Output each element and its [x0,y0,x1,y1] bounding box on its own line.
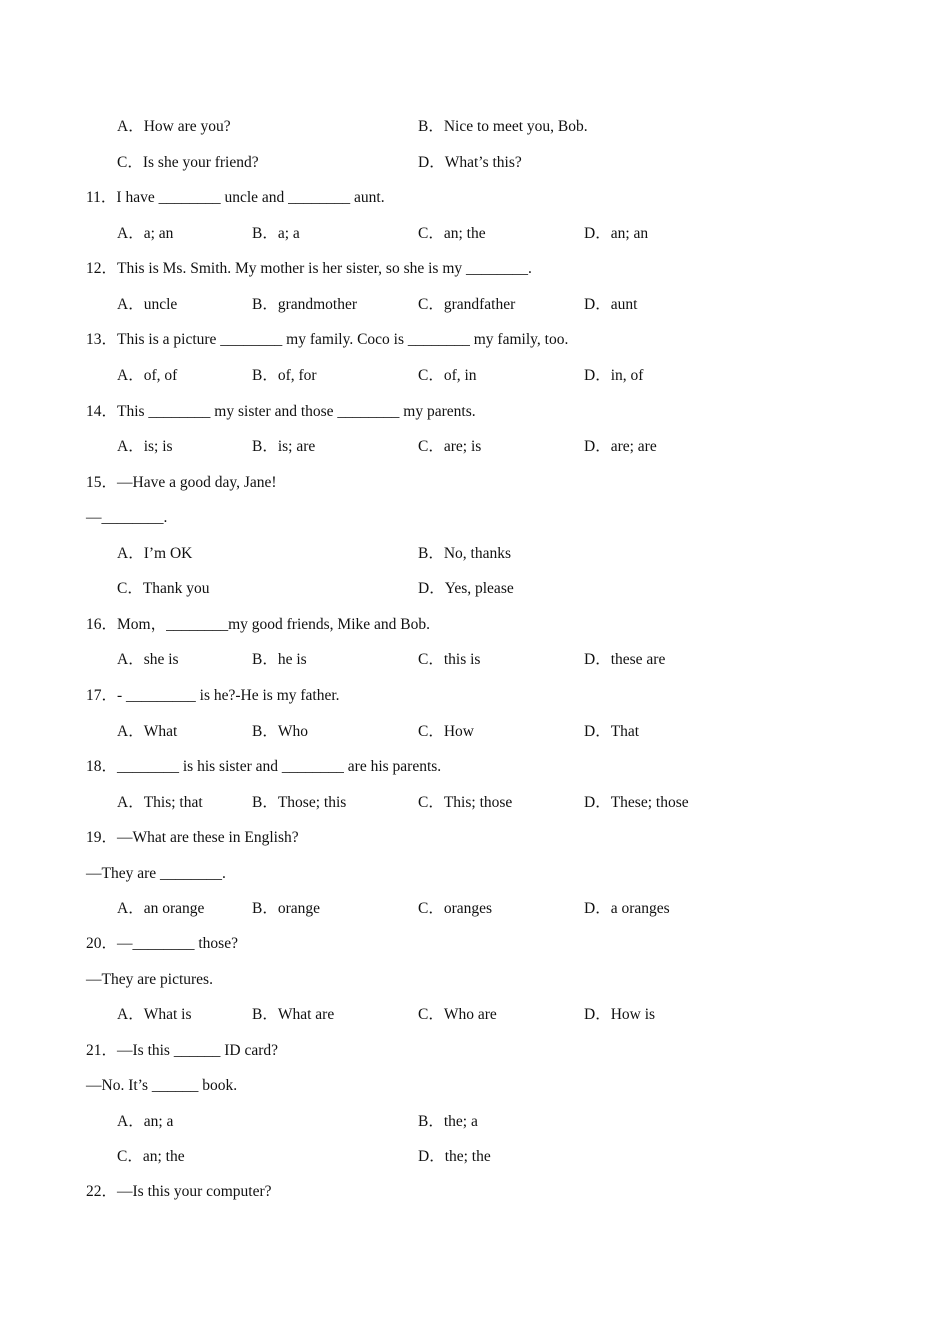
q11-option-b[interactable]: B．a; a [252,225,300,242]
q11-option-a[interactable]: A．a; an [117,225,174,242]
q19-option-d[interactable]: D．a oranges [584,900,670,917]
q16-option-d[interactable]: D．these are [584,651,666,668]
q10-option-d[interactable]: D．What’s this? [418,154,522,171]
q17-option-b[interactable]: B．Who [252,723,308,740]
q13-option-b[interactable]: B．of, for [252,367,317,384]
q20-option-b[interactable]: B．What are [252,1006,335,1023]
q12-stem: 12．This is Ms. Smith. My mother is her sister, so she is my ________. [86,260,532,277]
q16-options [117,650,877,670]
q13-option-d[interactable]: D．in, of [584,367,644,384]
q12-option-d[interactable]: D．aunt [584,296,638,313]
q21-options-row1 [117,1112,877,1132]
q10-options-row2 [117,153,877,173]
q19-options [117,899,877,919]
q14-option-c[interactable]: C．are; is [418,438,482,455]
q17-option-c[interactable]: C．How [418,723,474,740]
q10-options-row1 [117,117,877,137]
q13-stem: 13．This is a picture ________ my family. Coco is ________ my family, too. [86,331,569,348]
q18-option-c[interactable]: C．This; those [418,794,513,811]
q20-option-d[interactable]: D．How is [584,1006,656,1023]
q18-options [117,793,877,813]
q13-option-a[interactable]: A．of, of [117,367,178,384]
q20-stem: 20．—________ those? [86,935,238,952]
q13-option-c[interactable]: C．of, in [418,367,477,384]
q10-option-c[interactable]: C．Is she your friend? [117,154,259,171]
q17-option-a[interactable]: A．What [117,723,178,740]
q17-options [117,722,877,742]
q12-option-c[interactable]: C．grandfather [418,296,516,313]
q19-option-c[interactable]: C．oranges [418,900,493,917]
q20-option-a[interactable]: A．What is [117,1006,192,1023]
q22-stem: 22．—Is this your computer? [86,1183,272,1200]
q16-option-c[interactable]: C．this is [418,651,481,668]
q19-reply: —They are ________. [86,865,226,882]
q12-option-a[interactable]: A．uncle [117,296,178,313]
q18-option-d[interactable]: D．These; those [584,794,689,811]
q18-option-a[interactable]: A．This; that [117,794,203,811]
q10-option-a[interactable]: A．How are you? [117,118,231,135]
q13-options [117,366,877,386]
q15-options-row1 [117,544,877,564]
q19-option-a[interactable]: A．an orange [117,900,205,917]
q15-stem: 15．—Have a good day, Jane! [86,474,277,491]
q14-option-a[interactable]: A．is; is [117,438,173,455]
q17-option-d[interactable]: D．That [584,723,640,740]
q10-option-b[interactable]: B．Nice to meet you, Bob. [418,118,588,135]
q15-options-row2 [117,579,877,599]
q14-options [117,437,877,457]
q15-option-b[interactable]: B．No, thanks [418,545,512,562]
q16-option-b[interactable]: B．he is [252,651,307,668]
q15-option-d[interactable]: D．Yes, please [418,580,514,597]
q21-option-b[interactable]: B．the; a [418,1113,478,1130]
q11-stem: 11．I have ________ uncle and ________ aunt. [86,189,385,206]
q18-stem: 18．________ is his sister and ________ are his parents. [86,758,442,775]
q11-option-d[interactable]: D．an; an [584,225,649,242]
q12-options [117,295,877,315]
q21-option-c[interactable]: C．an; the [117,1148,185,1165]
q14-option-b[interactable]: B．is; are [252,438,316,455]
q11-options [117,224,877,244]
q21-options-row2 [117,1147,877,1167]
q15-reply: —________. [86,509,168,526]
q20-reply: —They are pictures. [86,971,213,988]
q15-option-c[interactable]: C．Thank you [117,580,210,597]
q20-option-c[interactable]: C．Who are [418,1006,497,1023]
q21-option-d[interactable]: D．the; the [418,1148,491,1165]
q21-reply: —No. It’s ______ book. [86,1077,238,1094]
q17-stem: 17．- _________ is he?-He is my father. [86,687,340,704]
q16-stem: 16．Mom，________my good friends, Mike and Bob. [86,616,430,633]
q20-options [117,1005,877,1025]
q14-stem: 14．This ________ my sister and those ________ my parents. [86,403,476,420]
q21-option-a[interactable]: A．an; a [117,1113,174,1130]
q18-option-b[interactable]: B．Those; this [252,794,347,811]
q16-option-a[interactable]: A．she is [117,651,179,668]
q11-option-c[interactable]: C．an; the [418,225,486,242]
q14-option-d[interactable]: D．are; are [584,438,657,455]
q21-stem: 21．—Is this ______ ID card? [86,1042,278,1059]
q15-option-a[interactable]: A．I’m OK [117,545,193,562]
q12-option-b[interactable]: B．grandmother [252,296,358,313]
q19-stem: 19．—What are these in English? [86,829,299,846]
q19-option-b[interactable]: B．orange [252,900,321,917]
